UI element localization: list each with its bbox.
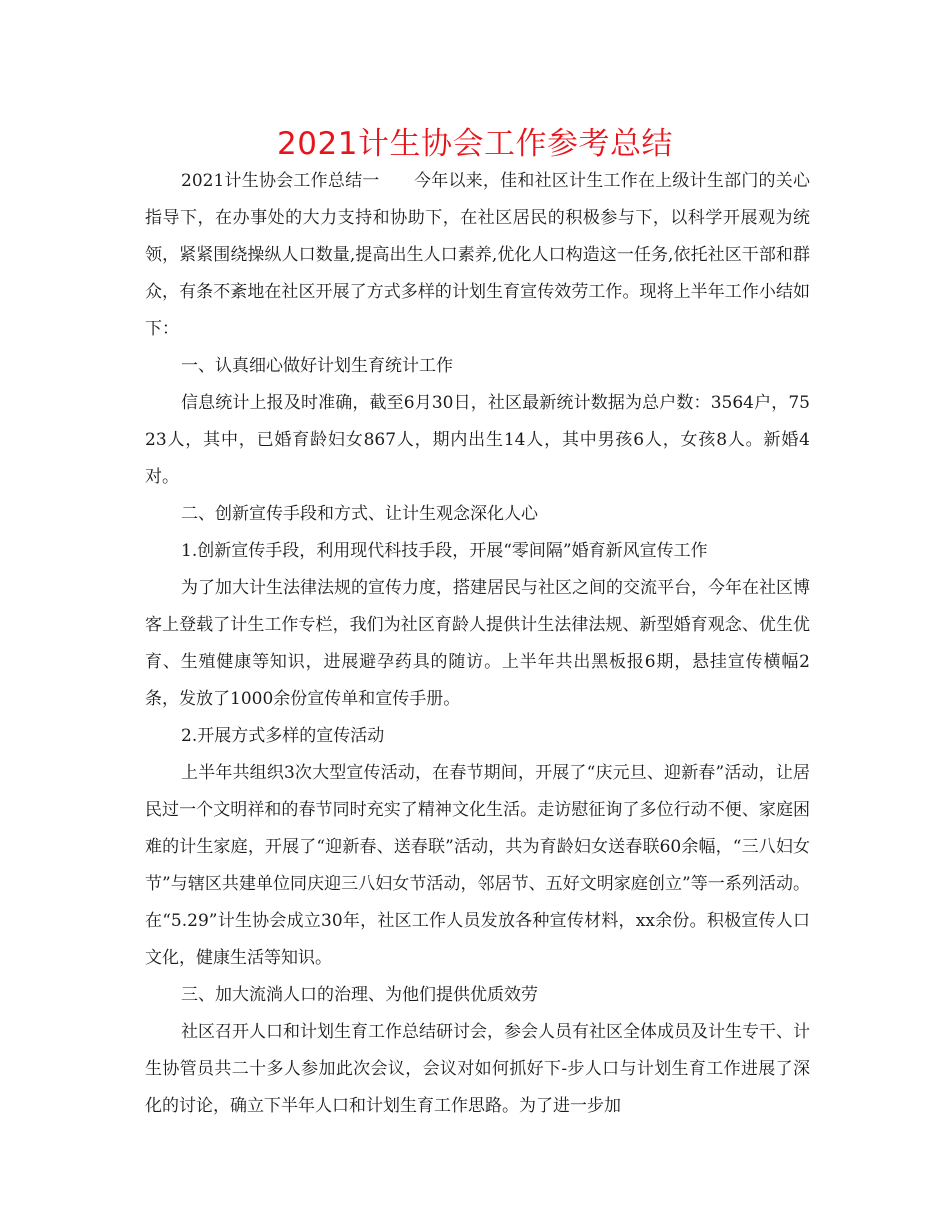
subsection-heading-2-1: 1.创新宣传手段，利用现代科技手段，开展“零间隔”婚育新风宣传工作 [181,541,708,561]
section-heading-2: 二、创新宣传手段和方式、让计生观念深化人心 [181,504,538,524]
section-heading-3: 三、加大流淌人口的治理、为他们提供优质效劳 [181,985,538,1005]
paragraph-intro: 2021计生协会工作总结一 今年以来，佳和社区计生工作在上级计生部门的关心指导下，在办事处的大力支持和协助下，在社区居民的积极参与下，以科学开展观为统领，紧紧围绕操纵人口数量,提高出生人口素养,优化人口构造这一任务,依托社区干部和群众，有条不紊地在社区开展了方式多样的计划生育宣传效劳工作。现将上半年工作小结如下： [145,171,810,339]
paragraph-activities: 上半年共组织3次大型宣传活动，在春节期间，开展了“庆元旦、迎新春”活动，让居民过一个文明祥和的春节同时充实了精神文化生活。走访慰征询了多位行动不便、家庭困难的计生家庭，开展了“迎新春、送春联”活动，共为育龄妇女送春联60余幅，“三八妇女节”与辖区共建单位同庆迎三八妇女节活动，邻居节、五好文明家庭创立”等一系列活动。在“5.29”计生协会成立30年，社区工作人员发放各种宣传材料，xx余份。积极宣传人口文化，健康生活等知识。 [145,763,810,968]
paragraph-publicity: 为了加大计生法律法规的宣传力度，搭建居民与社区之间的交流平台，今年在社区博客上登载了计生工作专栏，我们为社区育龄人提供计生法律法规、新型婚育观念、优生优育、生殖健康等知识，进展避孕药具的随访。上半年共出黑板报6期，悬挂宣传横幅2条，发放了1000余份宣传单和宣传手册。 [145,578,810,709]
section-heading-1: 一、认真细心做好计划生育统计工作 [181,356,453,376]
paragraph-statistics: 信息统计上报及时准确，截至6月30日，社区最新统计数据为总户数：3564户，7523人，其中，已婚育龄妇女867人，期内出生14人，其中男孩6人，女孩8人。新婚4对。 [145,393,810,487]
document-title: 2021计生协会工作参考总结 [277,126,673,162]
document-body [145,163,810,1125]
paragraph-meeting: 社区召开人口和计划生育工作总结研讨会，参会人员有社区全体成员及计生专干、计生协管员共二十多人参加此次会议，会议对如何抓好下-步人口与计划生育工作进展了深化的讨论，确立下半年人口和计划生育工作思路。为了进一步加 [145,1022,810,1116]
subsection-heading-2-2: 2.开展方式多样的宣传活动 [181,726,385,746]
